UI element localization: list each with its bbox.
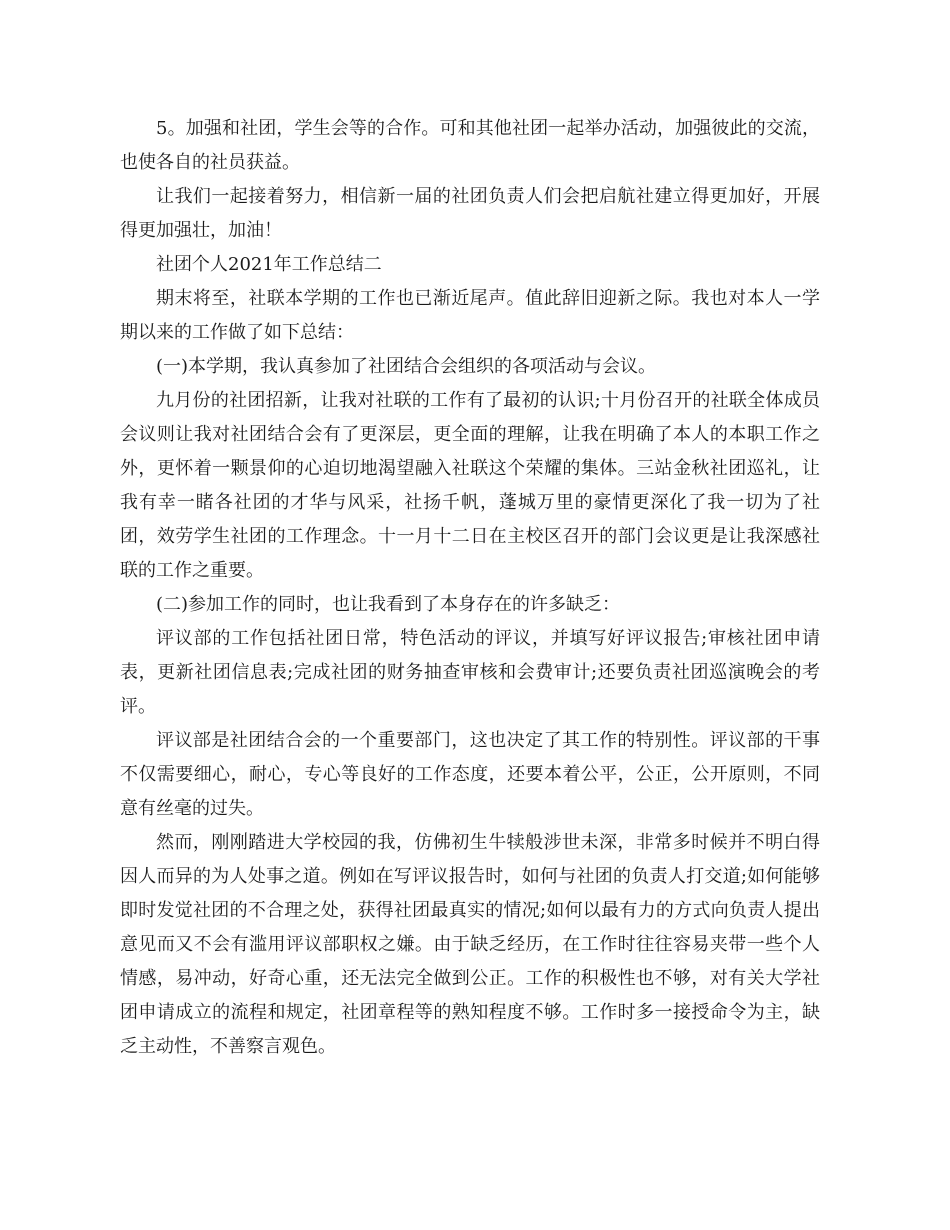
paragraph-review-duties: 评议部的工作包括社团日常，特色活动的评议，并填写好评议报告;审核社团申请表，更新社团信息表;完成社团的财务抽查审核和会费审计;还要负责社团巡演晚会的考评。 [120,628,820,717]
paragraph-intro: 期末将至，社联本学期的工作也已渐近尾声。值此辞旧迎新之际。我也对本人一学期以来的工作做了如下总结： [120,288,820,343]
document-body [120,112,820,1064]
paragraph-cooperation: 5。加强和社团，学生会等的合作。可和其他社团一起举办活动，加强彼此的交流，也使各自的社员获益。 [120,118,820,173]
paragraph-point-one: (一)本学期，我认真参加了社团结合会组织的各项活动与会议。 [156,356,657,377]
paragraph-september: 九月份的社团招新，让我对社联的工作有了最初的认识;十月份召开的社联全体成员会议则让我对社团结合会有了更深层，更全面的理解，让我在明确了本人的本职工作之外，更怀着一颗景仰的心迫切地渴望融入社联这个荣耀的集体。三站金秋社团巡礼，让我有幸一睹各社团的才华与风采，社扬千帆，蓬城万里的豪情更深化了我一切为了社团，效劳学生社团的工作理念。十一月十二日在主校区召开的部门会议更是让我深感社联的工作之重要。 [120,390,820,581]
paragraph-point-two: (二)参加工作的同时，也让我看到了本身存在的许多缺乏： [156,594,621,615]
paragraph-review-department: 评议部是社团结合会的一个重要部门，这也决定了其工作的特别性。评议部的干事不仅需要细心，耐心，专心等良好的工作态度，还要本着公平，公正，公开原则，不同意有丝毫的过失。 [120,730,820,819]
section-heading: 社团个人2021年工作总结二 [156,254,382,275]
paragraph-shortcomings: 然而，刚刚踏进大学校园的我，仿佛初生牛犊般涉世未深，非常多时候并不明白得因人而异的为人处事之道。例如在写评议报告时，如何与社团的负责人打交道;如何能够即时发觉社团的不合理之处，获得社团最真实的情况;如何以最有力的方式向负责人提出意见而又不会有滥用评议部职权之嫌。由于缺乏经历，在工作时往往容易夹带一些个人情感，易冲动，好奇心重，还无法完全做到公正。工作的积极性也不够，对有关大学社团申请成立的流程和规定，社团章程等的熟知程度不够。工作时多一接授命令为主，缺乏主动性，不善察言观色。 [120,832,820,1057]
paragraph-encouragement: 让我们一起接着努力，相信新一届的社团负责人们会把启航社建立得更加好，开展得更加强壮，加油！ [120,186,820,241]
